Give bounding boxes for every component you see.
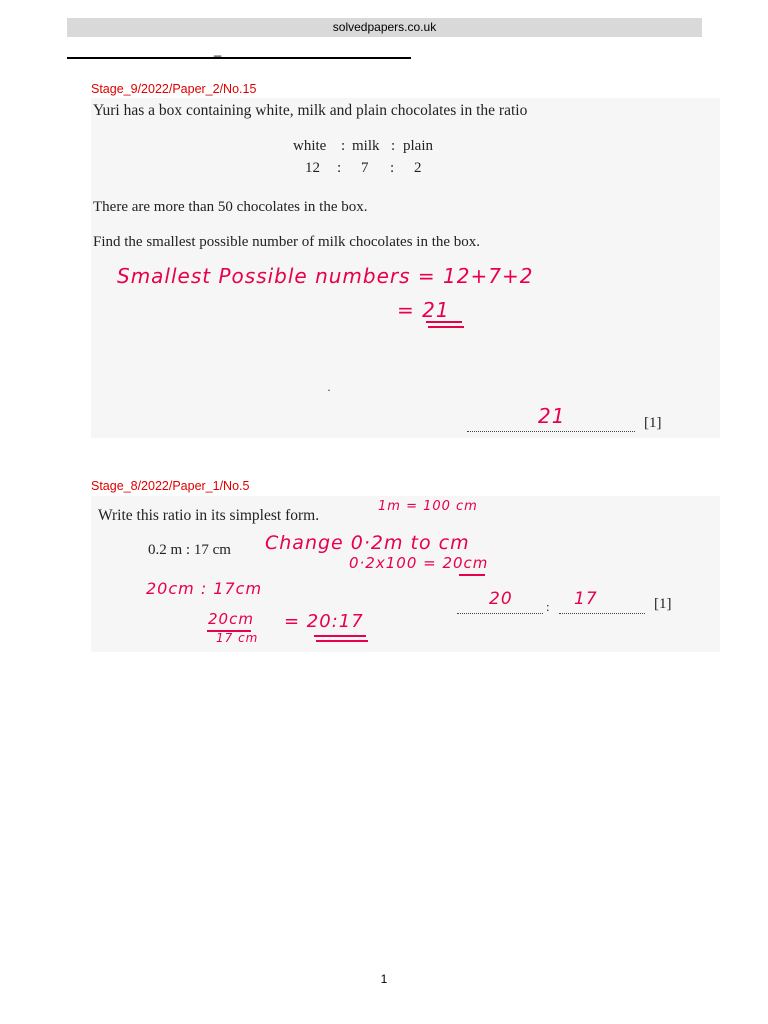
question-1-marks: [1] [644, 415, 662, 431]
working-2-line-2: 0·2x100 = 20cm [349, 554, 489, 572]
ratio-label-milk: milk [352, 138, 380, 154]
answer-2-separator: : [546, 599, 550, 614]
header-bar [67, 18, 702, 37]
page-number: 1 [380, 972, 388, 986]
question-1-question: Find the smallest possible number of milk chocolates in the box. [93, 234, 481, 250]
answer-1-value: 21 [538, 404, 566, 428]
working-2-line-1: Change 0·2m to cm [265, 532, 470, 554]
double-underline-21 [426, 320, 466, 330]
question-2-given-ratio: 0.2 m : 17 cm [148, 542, 231, 558]
ratio-colon-2: : [391, 138, 396, 154]
ratio-value-plain: 2 [414, 160, 422, 176]
answer-2-left-dotted [457, 613, 543, 614]
ratio-colon-1: : [341, 138, 346, 154]
working-1-line-2: = 21 [397, 298, 450, 322]
answer-2-right: 17 [574, 589, 598, 609]
question-1-reference: Stage_9/2022/Paper_2/No.15 [91, 82, 257, 96]
question-1-statement: There are more than 50 chocolates in the box. [93, 199, 368, 215]
fraction-numerator: 20cm [208, 610, 254, 628]
ratio-value-milk: 7 [361, 160, 369, 176]
site-name: solvedpapers.co.uk [332, 20, 437, 34]
question-1-intro: Yuri has a box containing white, milk and plain chocolates in the ratio [93, 102, 528, 119]
fraction-result: = 20:17 [284, 611, 364, 632]
ratio-colon-3: : [337, 160, 342, 176]
ratio-label-plain: plain [403, 138, 433, 154]
ratio-value-white: 12 [305, 160, 320, 176]
underline-20cm [459, 572, 499, 578]
answer-2-right-dotted [559, 613, 645, 614]
ratio-colon-4: : [390, 160, 395, 176]
working-2-line-3: 20cm : 17cm [146, 579, 263, 598]
answer-1-dotted-line [467, 431, 635, 432]
working-2-note: 1m = 100 cm [378, 499, 478, 514]
question-2-question: Write this ratio in its simplest form. [98, 507, 320, 524]
working-1-line-1: Smallest Possible numbers = 12+7+2 [117, 264, 534, 288]
stray-mark: · [327, 383, 331, 397]
answer-2-left: 20 [489, 589, 513, 609]
double-underline-20-17 [314, 634, 370, 644]
question-2-scan [91, 496, 720, 652]
ratio-label-white: white [293, 138, 327, 154]
header-rule [67, 57, 411, 59]
fraction-denominator: 17 cm [216, 631, 259, 645]
question-2-marks: [1] [654, 596, 672, 612]
question-1-scan [91, 98, 720, 438]
header-underscore: _ [214, 42, 222, 57]
question-2-reference: Stage_8/2022/Paper_1/No.5 [91, 479, 250, 493]
